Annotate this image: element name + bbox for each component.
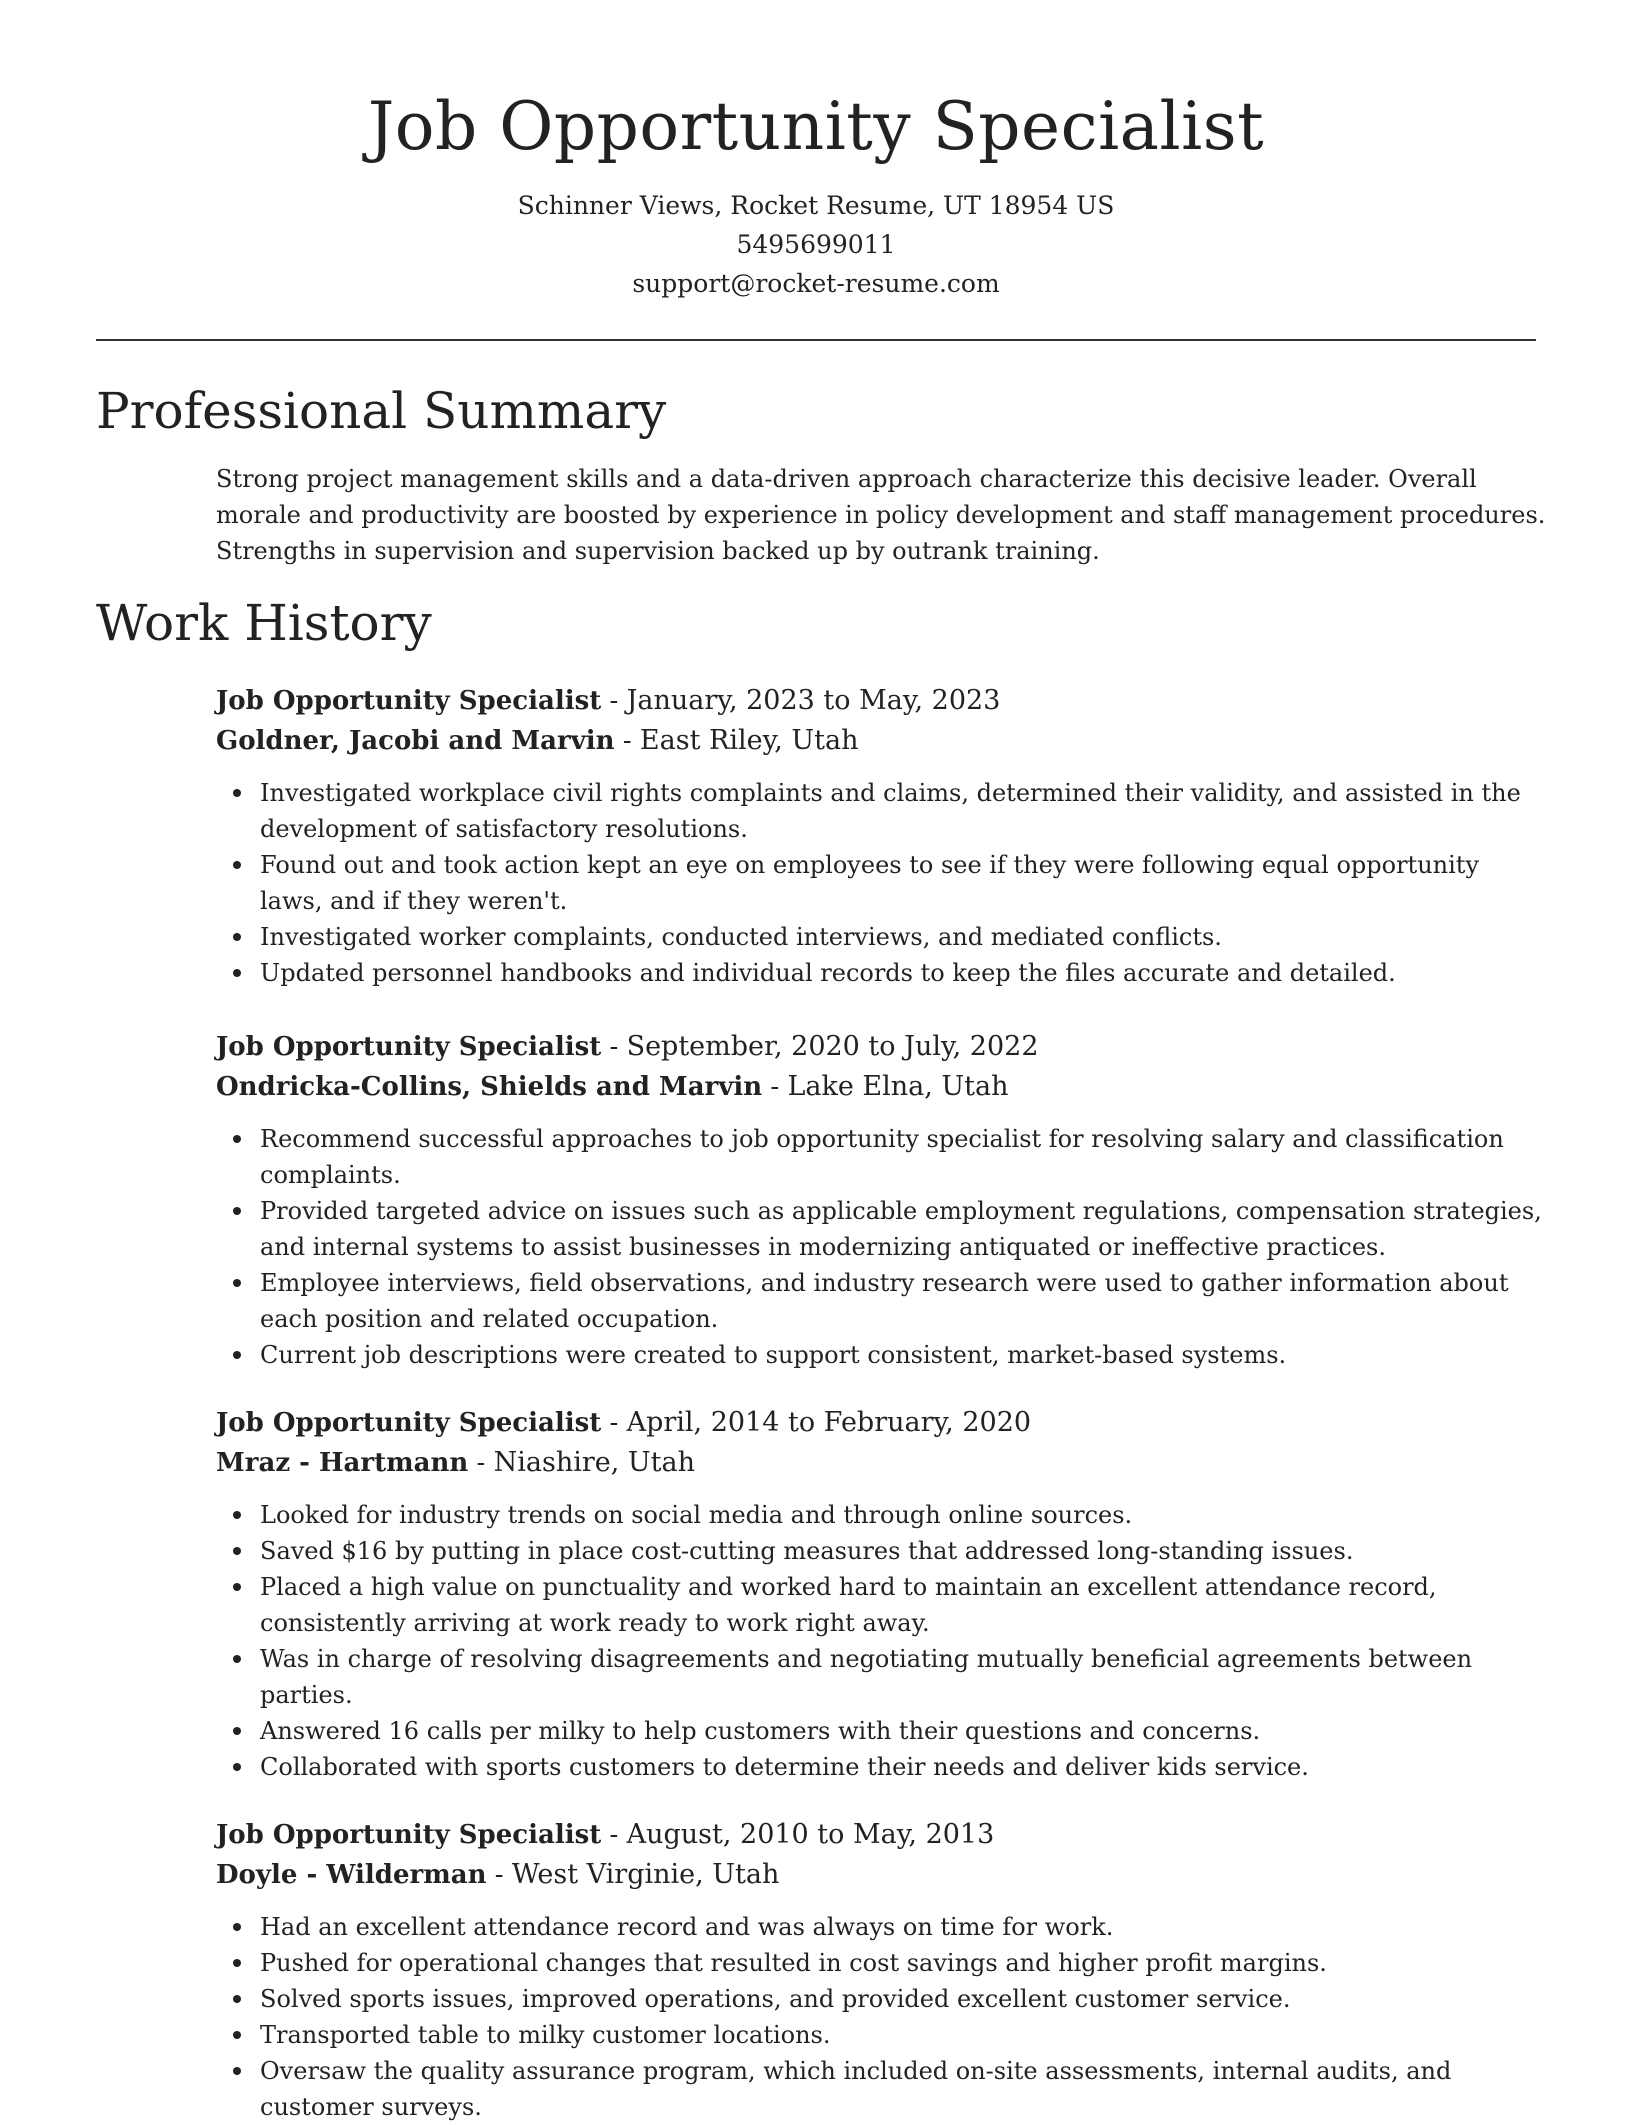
resume-header [96,0,1536,303]
duty-item: Investigated workplace civil rights complaints and claims, determined their validity, and assisted in the development of satisfactory resolutions. [216,775,1544,847]
summary-heading: Professional Summary [96,382,667,440]
job-company: Doyle - Wilderman [216,1860,487,1890]
job-title-line: Job Opportunity Specialist - August, 2010 to May, 2013 [216,1819,995,1850]
duty-item: Had an excellent attendance record and was always on time for work. [216,1909,1544,1945]
job-title-line: Job Opportunity Specialist - January, 2023 to May, 2023 [216,685,1001,716]
job-location: Lake Elna, Utah [787,1071,1009,1102]
job-location: East Riley, Utah [639,725,859,756]
job-company-line: Goldner, Jacobi and Marvin - East Riley, Utah [216,725,859,756]
duty-item: Was in charge of resolving disagreements and negotiating mutually beneficial agreements between parties. [216,1641,1544,1713]
duty-item: Collaborated with sports customers to determine their needs and deliver kids service. [216,1749,1544,1785]
duty-list [216,1909,1536,2125]
duty-item: Recommend successful approaches to job opportunity specialist for resolving salary and classification complaints. [216,1121,1544,1193]
job-entry [216,1403,1536,1785]
job-dates: August, 2010 to May, 2013 [626,1819,995,1850]
duty-item: Transported table to milky customer locations. [216,2017,1544,2053]
candidate-name: Job Opportunity Specialist [367,88,1265,165]
job-title: Job Opportunity Specialist [216,686,602,716]
job-dates: April, 2014 to February, 2020 [626,1407,1032,1438]
job-company-line: Mraz - Hartmann - Niashire, Utah [216,1447,695,1478]
duty-item: Provided targeted advice on issues such as applicable employment regulations, compensation strategies, and internal systems to assist businesses in modernizing antiquated or ineffective practices. [216,1193,1544,1265]
job-entry [216,681,1536,991]
duty-item: Updated personnel handbooks and individual records to keep the files accurate and detailed. [216,955,1544,991]
duty-list [216,1121,1542,1373]
duty-list [216,775,1536,991]
job-title: Job Opportunity Specialist [216,1820,602,1850]
job-company: Ondricka-Collins, Shields and Marvin [216,1072,763,1102]
duty-item: Looked for industry trends on social media and through online sources. [216,1497,1544,1533]
job-company: Goldner, Jacobi and Marvin [216,726,615,756]
duty-item: Found out and took action kept an eye on employees to see if they were following equal opportunity laws, and if they weren't. [216,847,1544,919]
contact-phone: 5495699011 [736,230,896,259]
job-title: Job Opportunity Specialist [216,1408,602,1438]
duty-item: Saved $16 by putting in place cost-cutting measures that addressed long-standing issues. [216,1533,1544,1569]
resume-page [96,0,1546,2125]
summary-text: Strong project management skills and a data-driven approach characterize this decisive leader. Overall morale and productivity are boosted by experience in policy development and staff management procedures. Strengths in supervision and supervision backed up by outrank training. [216,465,1546,565]
header-divider [96,339,1536,341]
job-company-line: Doyle - Wilderman - West Virginie, Utah [216,1859,780,1890]
contact-email: support@rocket-resume.com [632,269,1000,298]
duty-list [216,1497,1536,1785]
job-company: Mraz - Hartmann [216,1448,469,1478]
duty-item: Current job descriptions were created to support consistent, market-based systems. [216,1337,1544,1373]
duty-item: Placed a high value on punctuality and worked hard to maintain an excellent attendance record, consistently arriving at work ready to work right away. [216,1569,1544,1641]
job-entry [216,1815,1536,2125]
job-company-line: Ondricka-Collins, Shields and Marvin - Lake Elna, Utah [216,1071,1009,1102]
duty-item: Employee interviews, field observations, and industry research were used to gather information about each position and related occupation. [216,1265,1544,1337]
job-title: Job Opportunity Specialist [216,1032,602,1062]
work-history-heading: Work History [96,594,432,652]
job-location: West Virginie, Utah [511,1859,780,1890]
duty-item: Answered 16 calls per milky to help customers with their questions and concerns. [216,1713,1544,1749]
duty-item: Investigated worker complaints, conducted interviews, and mediated conflicts. [216,919,1544,955]
job-dates: September, 2020 to July, 2022 [626,1031,1039,1062]
job-dates: January, 2023 to May, 2023 [626,685,1001,716]
duty-item: Oversaw the quality assurance program, which included on-site assessments, internal audits, and customer surveys. [216,2053,1544,2125]
duty-item: Solved sports issues, improved operations, and provided excellent customer service. [216,1981,1544,2017]
job-entry [216,1027,1542,1373]
contact-address: Schinner Views, Rocket Resume, UT 18954 US [517,191,1115,220]
job-title-line: Job Opportunity Specialist - April, 2014 to February, 2020 [216,1407,1032,1438]
contact-block [96,186,1536,303]
job-location: Niashire, Utah [493,1447,695,1478]
duty-item: Pushed for operational changes that resulted in cost savings and higher profit margins. [216,1945,1544,1981]
job-title-line: Job Opportunity Specialist - September, 2020 to July, 2022 [216,1031,1039,1062]
